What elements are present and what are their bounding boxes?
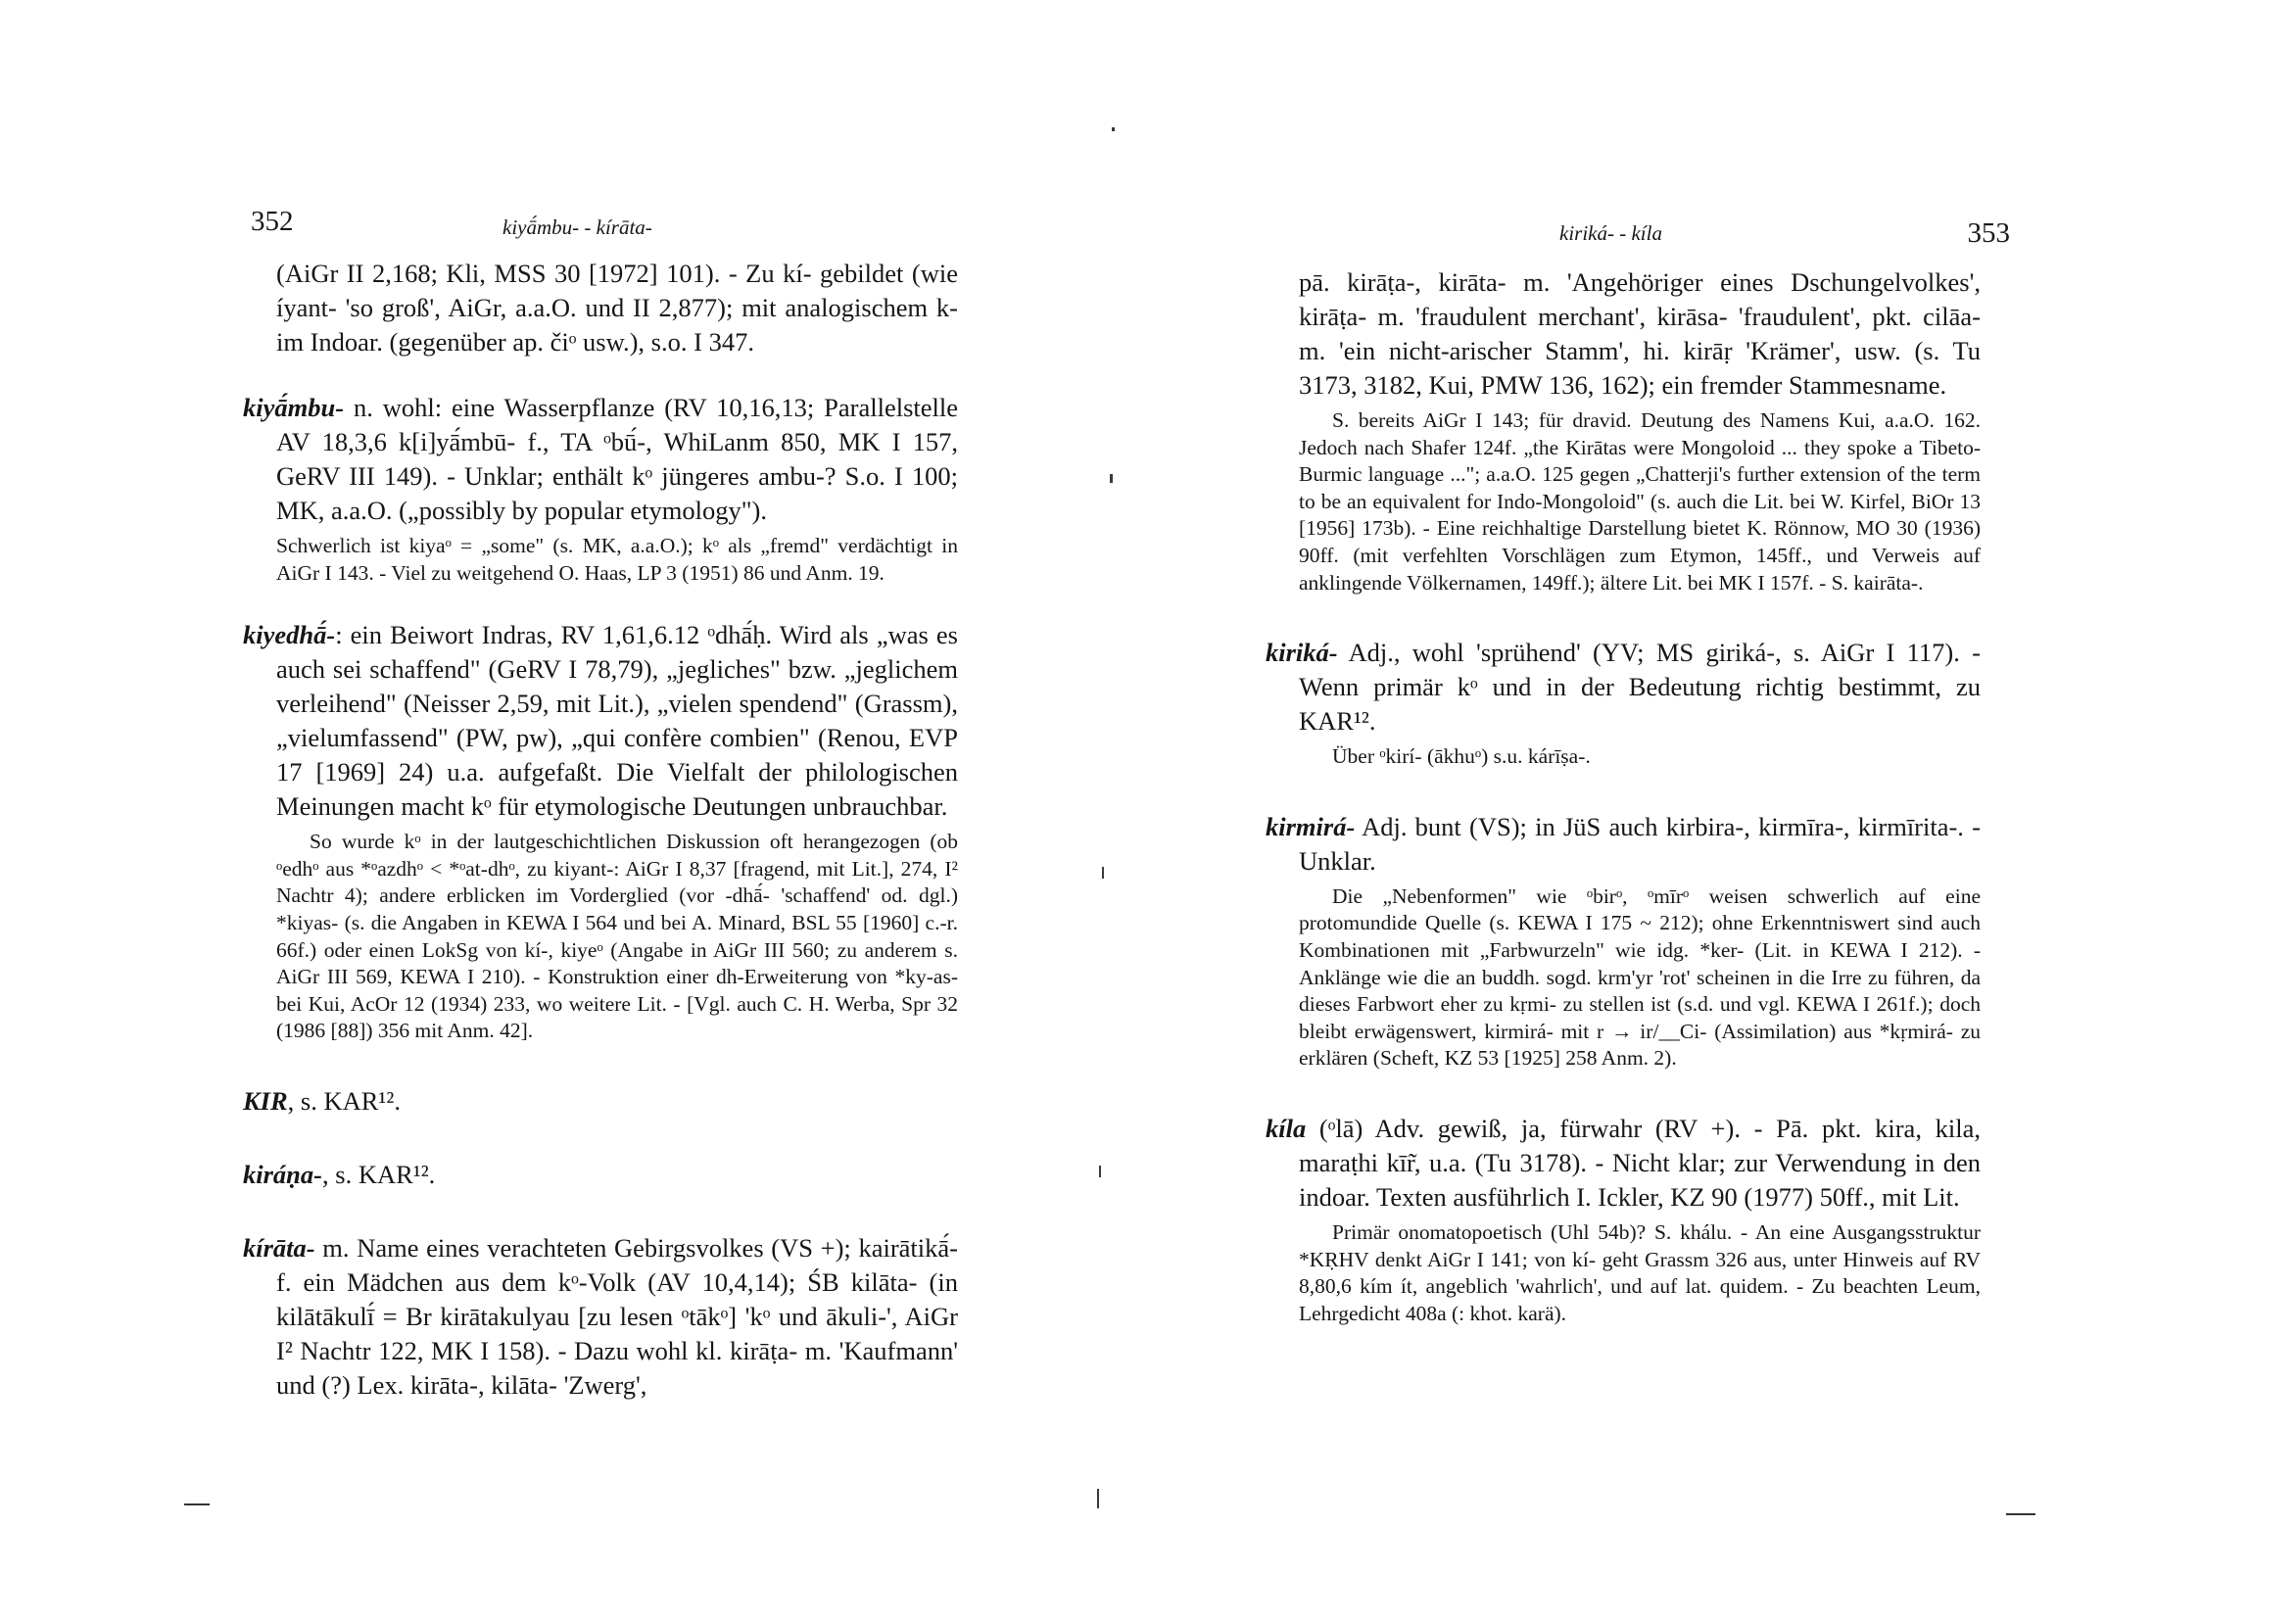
headword: kiyedhā́- <box>243 620 336 650</box>
scan-mark <box>2006 1513 2035 1515</box>
running-head: kiriká- - kíla <box>1559 221 1662 245</box>
entry-note: Schwerlich ist kiyaᵒ = „some" (s. MK, a.a.O.); kᵒ als „fremd" verdächtigt in AiGr I 143. - Viel zu weitgehend O. Haas, LP 3 (1951) 86 und Anm. 19. <box>276 534 958 585</box>
headword: kiráṇa- <box>243 1159 322 1189</box>
left-body <box>243 257 958 1403</box>
headword: kiriká- <box>1266 638 1338 668</box>
headword: kiyā́mbu- <box>243 393 345 422</box>
entry-text: , s. KAR¹². <box>322 1159 436 1189</box>
entry <box>1266 1112 1981 1215</box>
headword: kirmirá- <box>1266 811 1356 841</box>
entry <box>243 391 958 528</box>
entry-text: n. wohl: eine Wasserpflanze (RV 10,16,13; Parallelstelle AV 18,3,6 k[i]yā́mbū- f., TA ᵒbū́-, WhiLanm 850, MK I 157, GeRV III 149). - Unklar; enthält kᵒ jüngeres ambu-? S.o. I 100; MK, a.a.O. („possibly by popular etymology"). <box>276 393 958 525</box>
entry-text: m. Name eines verachteten Gebirgsvolkes (VS +); kairātikā́- f. ein Mädchen aus dem kᵒ-Volk (AV 10,4,14); ŚB kilāta- (in kilātākulī́ = Br kirātakulyau [zu lesen ᵒtākᵒ] 'kᵒ und ākuli-', AiGr I² Nachtr 122, MK I 158). - Dazu wohl kl. kirāṭa- m. 'Kaufmann' und (?) Lex. kirāta-, kilāta- 'Zwerg', <box>276 1232 958 1400</box>
right-header <box>1266 206 2010 249</box>
entry-note: Über ᵒkirí- (ākhuᵒ) s.u. kárīṣa-. <box>1332 744 1591 769</box>
scan-mark <box>1110 474 1113 483</box>
scan-mark <box>1099 1166 1101 1177</box>
entry <box>243 1084 958 1119</box>
entry-note: Primär onomatopoetisch (Uhl 54b)? S. khálu. - An eine Ausgangsstruktur *KṚHV denkt AiGr I 141; von kí- geht Grassm 326 aus, unter Hinweis auf RV 8,80,6 kím ít, angeblich 'wahrlich', und auf lat. quidem. - Zu beachten Leum, Lehrgedicht 408a (: khot. karä). <box>1299 1219 1981 1325</box>
continuation-text: (AiGr II 2,168; Kli, MSS 30 [1972] 101). - Zu kí- gebildet (wie íyant- 'so groß', AiGr, a.a.O. und II 2,877); mit analogischem k- im Indoar. (gegenüber ap. čiᵒ usw.), s.o. I 347. <box>276 259 958 357</box>
entry <box>243 1158 958 1192</box>
page-number: 353 <box>1967 217 2010 249</box>
entry-text: , s. KAR¹². <box>287 1085 401 1116</box>
entry <box>243 1231 958 1403</box>
continuation-note: S. bereits AiGr I 143; für dravid. Deutung des Namens Kui, a.a.O. 162. Jedoch nach Shafer 124f. „the Kirātas were Mongoloid ... they spoke a Tibeto-Burmic language ..."; a.a.O. 125 gegen „Chatterji's further extension of the term to be an equivalent for Indo-Mongoloid" (s. auch die Lit. bei W. Kirfel, BiOr 13 [1956] 173b). - Eine reichhaltige Darstellung bietet K. Rönnow, MO 30 (1936) 90ff. (mit verfehlten Vorschlägen zum Etymon, 145ff., und Verweis auf anklingende Völkernamen, 149ff.); ältere Lit. bei MK I 157f. - S. kairāta-. <box>1299 408 1981 595</box>
running-head: kiyā́mbu- - kírāta- <box>502 215 652 239</box>
scan-mark <box>1102 867 1104 879</box>
entry-note: Die „Nebenformen" wie ᵒbirᵒ, ᵒmīrᵒ weisen schwerlich auf eine protomundide Quelle (s. KEWA I 175 ~ 212); ohne Erkenntniswert sind auch Kombinationen mit „Farbwurzeln" wie idg. *ker- (Lit. in KEWA I 212). - Anklänge wie die an buddh. sogd. krm'yr 'rot' scheinen in die Irre zu führen, da dieses Farbwort eher zu kṛmi- zu stellen ist (s.d. und vgl. KEWA I 261f.); doch bleibt erwägenswert, kirmirá- mit r → ir/__Ci- (Assimilation) aus *kṛmirá- zu erklären (Scheft, KZ 53 [1925] 258 Anm. 2). <box>1299 883 1981 1071</box>
page-number: 352 <box>251 206 294 237</box>
entry <box>1266 810 1981 879</box>
left-header <box>243 206 958 245</box>
entry-text: Adj., wohl 'sprühend' (YV; MS giriká-, s. AiGr I 117). - Wenn primär kᵒ und in der Bedeutung richtig bestimmt, zu KAR¹². <box>1299 638 1981 737</box>
entry-text: Adj. bunt (VS); in JüS auch kirbira-, kirmīra-, kirmīrita-. - Unklar. <box>1299 811 1981 876</box>
scan-mark <box>184 1503 210 1505</box>
entry <box>1266 636 1981 739</box>
scan-mark <box>1097 1489 1099 1508</box>
entry <box>243 618 958 824</box>
entry-text: (ᵒlā) Adv. gewiß, ja, fürwahr (RV +). - Pā. pkt. kira, kila, maraṭhi kīr̃, u.a. (Tu 3178). - Nicht klar; zur Verwendung in den indoar. Texten ausführlich I. Ickler, KZ 90 (1977) 50ff., mit Lit. <box>1299 1113 1981 1212</box>
right-body <box>1266 265 1981 1327</box>
entry-text: : ein Beiwort Indras, RV 1,61,6.12 ᵒdhā́ḥ. Wird als „was es auch sei schaffend" (GeRV I 78,79), „jegliches" bzw. „jeglichem verleihend" (Neisser 2,59, mit Lit.), „vielen spendend" (Grassm), „vielumfassend" (PW, pw), „qui confère combien" (Renou, EVP 17 [1969] 24) u.a. aufgefaßt. Die Vielfalt der philologischen Meinungen macht kᵒ für etymologische Deutungen unbrauchbar. <box>276 620 958 822</box>
scan-mark <box>1112 127 1115 131</box>
continuation-text: pā. kirāṭa-, kirāta- m. 'Angehöriger eines Dschungelvolkes', kirāṭa- m. 'fraudulent merchant', kirāsa- 'fraudulent', pkt. cilāa- m. 'ein nicht-arischer Stamm', hi. kirāṛ 'Krämer', usw. (s. Tu 3173, 3182, Kui, PMW 136, 162); ein fremder Stammesname. <box>1299 267 1981 400</box>
headword: kírāta- <box>243 1232 315 1263</box>
headword: KIR <box>243 1085 288 1116</box>
entry-note: So wurde kᵒ in der lautgeschichtlichen Diskussion oft herangezogen (ob ᵒedhᵒ aus *ᵒazdhᵒ < *ᵒat-dhᵒ, zu kiyant-: AiGr I 8,37 [fragend, mit Lit.], 274, I² Nachtr 4); andere erblicken im Vorderglied (vor -dhā́- 'schaffend' od. dgl.) *kiyas- (s. die Angaben in KEWA I 564 und bei A. Minard, BSL 55 [1960] c.-r. 66f.) oder einen LokSg von kí-, kiyeᵒ (Angabe in AiGr III 560; zu anderem s. AiGr III 569, KEWA I 210). - Konstruktion einer dh-Erweiterung von *ky-as- bei Kui, AcOr 12 (1934) 233, wo weitere Lit. - [Vgl. auch C. H. Werba, Spr 32 (1986 [88]) 356 mit Anm. 42]. <box>276 830 958 1043</box>
headword: kíla <box>1266 1113 1307 1143</box>
